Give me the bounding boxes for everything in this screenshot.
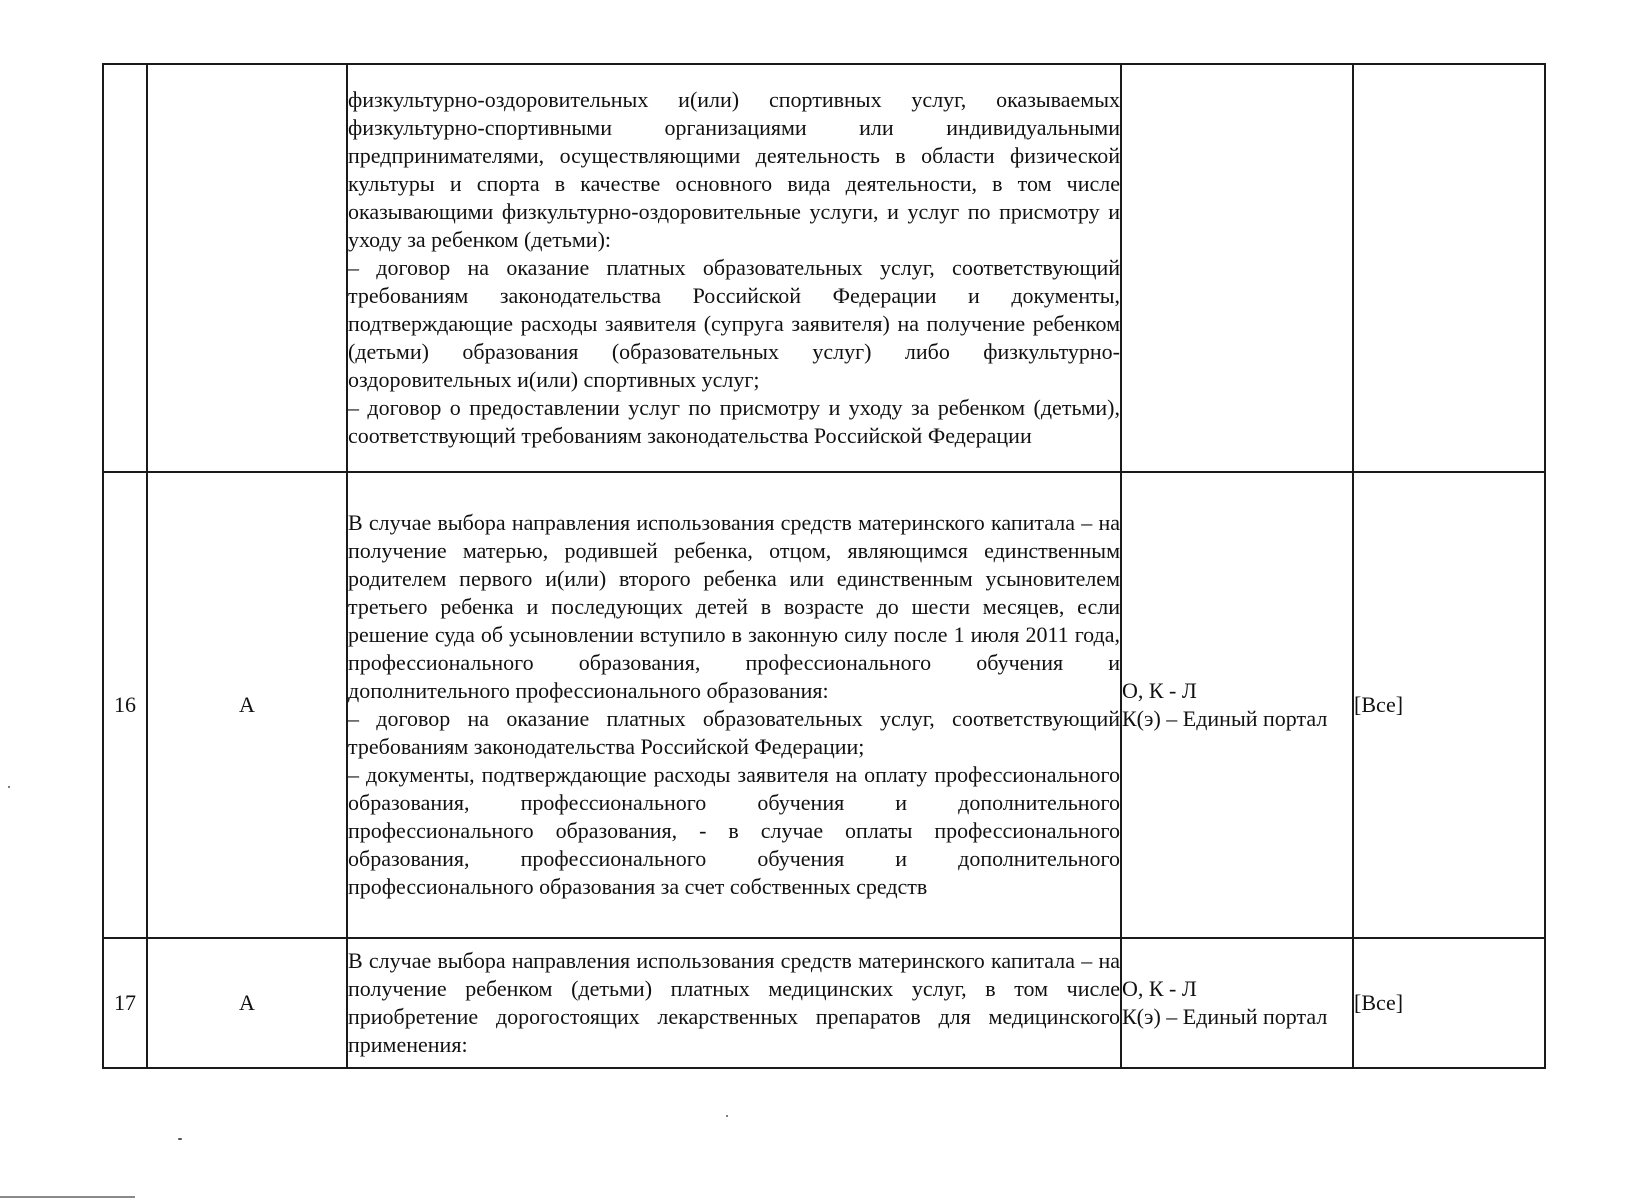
description-paragraph: – документы, подтверждающие расходы заявителя на оплату профессионального образования, профессионального обучения и дополнительного профессионального образования, - в случае оплаты профессионального образования, профессионального обучения и дополнительного профессионального образования за счет собственных средств — [348, 762, 1120, 899]
scope-cell: [Все] — [1353, 938, 1545, 1068]
category-cell: А — [147, 472, 347, 938]
row-number-cell — [103, 64, 147, 472]
submission-form-line: К(э) – Единый портал — [1122, 1004, 1328, 1029]
submission-form-line: О, К - Л — [1122, 976, 1197, 1001]
table-row — [103, 938, 1545, 1068]
submission-form-cell — [1121, 938, 1353, 1068]
submission-form-line: О, К - Л — [1122, 678, 1197, 703]
category-cell — [147, 64, 347, 472]
description-paragraph: В случае выбора направления использования средств материнского капитала – на получение матерью, родившей ребенка, отцом, являющимся единственным родителем первого и(или) второго ребенка или единственным усыновителем третьего ребенка и последующих детей в возрасте до шести месяцев, если решение суда об усыновлении вступило в законную силу после 1 июля 2011 года, профессионального образования, профессионального обучения и дополнительного профессионального образования: — [348, 510, 1120, 703]
documents-table — [102, 63, 1546, 1069]
document-description-cell — [347, 472, 1121, 938]
row-number-cell: 17 — [103, 938, 147, 1068]
scan-speck — [178, 1138, 182, 1140]
scan-speck — [726, 1115, 728, 1117]
category-cell: А — [147, 938, 347, 1068]
table-row — [103, 64, 1545, 472]
description-paragraph: В случае выбора направления использования средств материнского капитала – на получение ребенком (детьми) платных медицинских услуг, в том числе приобретение дорогостоящих лекарственных препаратов для медицинского применения: — [348, 948, 1120, 1057]
submission-form-cell — [1121, 64, 1353, 472]
description-paragraph: физкультурно-оздоровительных и(или) спортивных услуг, оказываемых физкультурно-спортивными организациями или индивидуальными предпринимателями, осуществляющими деятельность в области физической культуры и спорта в качестве основного вида деятельности, в том числе оказывающими физкультурно-оздоровительные услуги, и услуг по присмотру и уходу за ребенком (детьми): — [348, 87, 1120, 252]
description-paragraph: – договор о предоставлении услуг по присмотру и уходу за ребенком (детьми), соответствующий требованиям законодательства Российской Федерации — [348, 395, 1120, 448]
scan-speck — [8, 786, 10, 788]
submission-form-cell — [1121, 472, 1353, 938]
description-paragraph: – договор на оказание платных образовательных услуг, соответствующий требованиям законодательства Российской Федерации и документы, подтверждающие расходы заявителя (супруга заявителя) на получение ребенком (детьми) образования (образовательных услуг) либо физкультурно-оздоровительных и(или) спортивных услуг; — [348, 255, 1120, 392]
table-row — [103, 472, 1545, 938]
scan-artifact-line — [0, 1196, 135, 1198]
scope-cell: [Все] — [1353, 472, 1545, 938]
row-number-cell: 16 — [103, 472, 147, 938]
scope-cell — [1353, 64, 1545, 472]
submission-form-line: К(э) – Единый портал — [1122, 706, 1328, 731]
description-paragraph: – договор на оказание платных образовательных услуг, соответствующий требованиям законодательства Российской Федерации; — [348, 706, 1120, 759]
document-description-cell — [347, 64, 1121, 472]
document-description-cell — [347, 938, 1121, 1068]
